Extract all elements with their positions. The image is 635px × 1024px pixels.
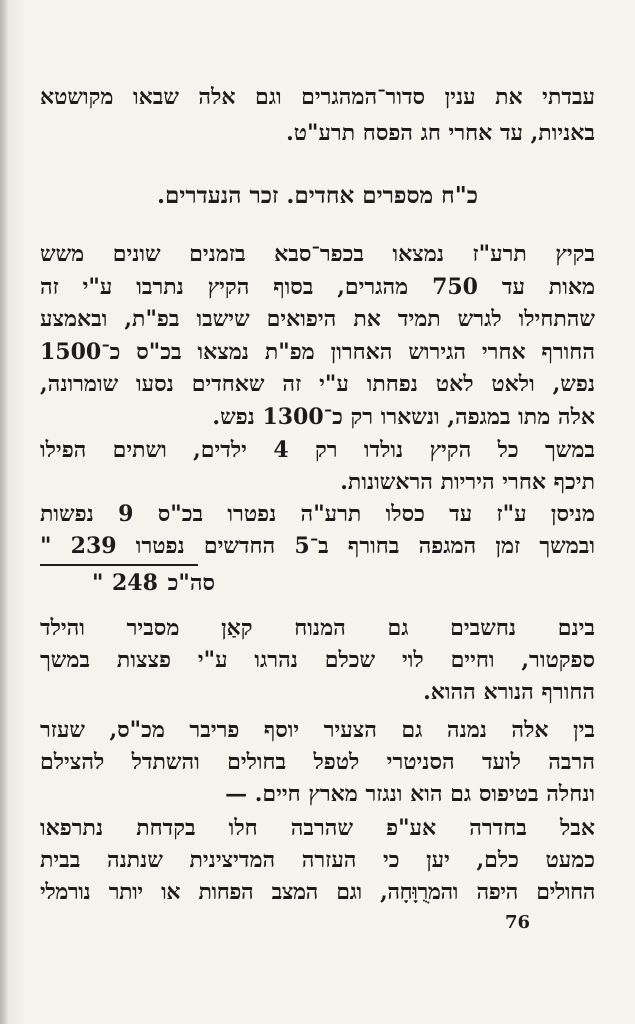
text-line: נפש, ולאט לאט נפחתו ע"י זה שאחדים נסעו שומרונה, — [40, 371, 595, 397]
text-line: בינם נחשבים גם המנוח קאַן מסביר והילד — [40, 615, 595, 641]
paragraph-4 — [40, 612, 595, 708]
paragraph-5 — [40, 714, 595, 810]
text-line: מאות עד 750 מהגרים, בסוף הקיץ נתרבו ע"י זה — [40, 273, 595, 300]
text-line: שהתחילו לגרש תמיד את היפואים שישבו בפ"ת, ובאמצע — [40, 306, 595, 332]
total-label: סה"כ — [167, 570, 215, 596]
text-line: בקיץ תרע"ז נמצאו בכפר־סבא בזמנים שונים משש — [40, 241, 595, 267]
text-line: במשך כל הקיץ נולדו רק 4 ילדים, ושתים הפילו — [40, 437, 596, 463]
text-line: ספקטור, וחיים לוי שכלם נהרגו ע"י פצצות במשך — [40, 647, 595, 673]
text-line: אבל בחדרה אע"פ שהרבה חלו בקדחת נתרפאו — [40, 815, 595, 841]
text-line: החורף אחרי הגירוש האחרון מפ"ת נמצאו בכ"ס כ־1500 — [40, 338, 595, 365]
page-number: 76 — [505, 912, 531, 933]
text-line: מניסן ע"ז עד כסלו תרע"ה נפטרו בכ"ס 9 נפשות — [40, 501, 595, 527]
text-line: החורף הנורא ההוא. — [423, 679, 595, 705]
total-mark: " — [92, 570, 104, 596]
text-line: ובמשך זמן המגפה בחורף ב־5 החדשים נפטרו 239 " — [40, 533, 595, 559]
binding-shadow — [0, 0, 8, 1024]
text-line: הרבה לועד הסניטרי לטפל בחולים והשתדל להצילם — [40, 749, 595, 775]
text-line: עבדתי את ענין סדור־המהגרים וגם אלה שבאו מקושטא — [40, 84, 595, 110]
text-line: כמעט כלם, יען כי העזרה המדיצינית שנתנה בבית — [40, 847, 595, 873]
text-line: בין אלה נמנה גם הצעיר יוסף פריבר מכ"ס, שעזר — [40, 717, 595, 743]
section-heading: כ"ח מספרים אחדים. זכר הנעדרים. — [156, 182, 479, 209]
paragraph-1 — [40, 238, 595, 433]
text-line: תיכף אחרי היריות הראשונות. — [340, 469, 595, 495]
sum-rule — [40, 564, 198, 566]
text-line: החולים היפה והמרֻוָּחָה, וגם המצב הפחות או יותר נורמלי — [40, 879, 595, 905]
paragraph-6 — [40, 812, 595, 908]
total-value: 248 — [112, 570, 158, 596]
top-paragraph — [40, 82, 595, 148]
text-line: ונחלה בטיפוס גם הוא ונגזר מארץ חיים. — — [225, 781, 595, 807]
text-line: באניות, עד אחרי חג הפסח תרע"ט. — [286, 120, 595, 146]
paragraph-2 — [40, 434, 595, 498]
text-line: אלה מתו במגפה, ונשארו רק כ־1300 נפש. — [212, 403, 595, 430]
paragraph-3 — [40, 498, 595, 562]
